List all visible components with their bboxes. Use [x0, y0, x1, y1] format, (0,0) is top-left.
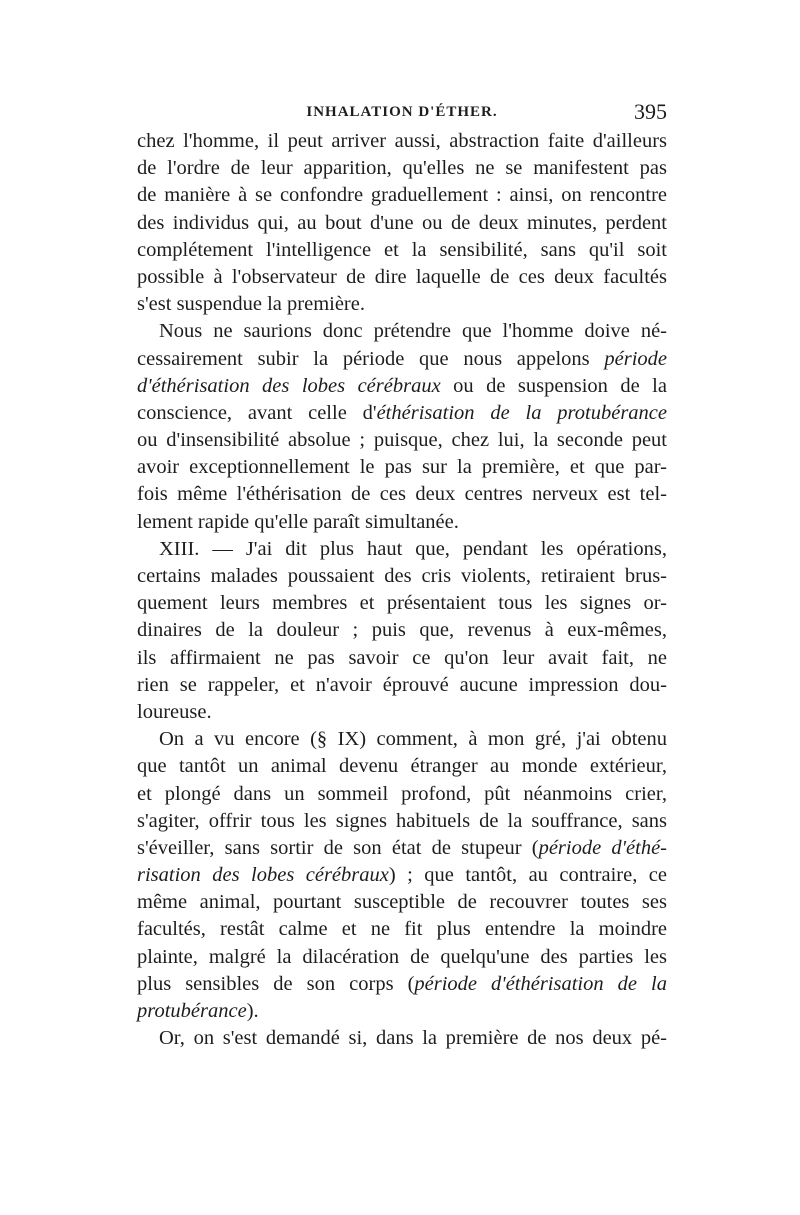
text-line: que tantôt un animal devenu étranger au monde extérieur,	[137, 755, 667, 778]
text-line: chez l'homme, il peut arriver aussi, abstraction faite d'ailleurs	[137, 130, 667, 152]
text-line: s'agiter, offrir tous les signes habituels de la souffrance, sans	[137, 809, 667, 832]
text-line: possible à l'observateur de dire laquelle de ces deux facultés	[137, 265, 667, 288]
text-line: des individus qui, au bout d'une ou de deux minutes, perdent	[137, 211, 667, 234]
text-line: ils affirmaient ne pas savoir ce qu'on leur avait fait, ne	[137, 646, 667, 669]
text-line: de l'ordre de leur apparition, qu'elles ne se manifestent pas	[137, 157, 667, 180]
text-line: protubérance).	[137, 1000, 259, 1022]
text-line: ou d'insensibilité absolue ; puisque, chez lui, la seconde peut	[137, 429, 667, 452]
text-line: XIII. — J'ai dit plus haut que, pendant les opérations,	[159, 537, 667, 560]
text-line: dinaires de la douleur ; puis que, revenus à eux-mêmes,	[137, 619, 667, 642]
text-line: plainte, malgré la dilacération de quelqu'une des parties les	[137, 945, 667, 968]
text-line: même animal, pourtant susceptible de recouvrer toutes ses	[137, 891, 667, 914]
text-line: rien se rappeler, et n'avoir éprouvé aucune impression dou-	[137, 673, 667, 696]
text-line: avoir exceptionnellement le pas sur la première, et que par-	[137, 456, 667, 479]
running-head	[137, 99, 667, 126]
text-line: s'est suspendue la première.	[137, 293, 365, 316]
running-title: INHALATION D'ÉTHER.	[306, 104, 498, 120]
text-line: cessairement subir la période que nous appelons période	[137, 347, 667, 370]
text-line: conscience, avant celle d'éthérisation de la protubérance	[137, 401, 667, 424]
text-line: Nous ne saurions donc prétendre que l'homme doive né-	[159, 320, 667, 343]
text-line: quement leurs membres et présentaient tous les signes or-	[137, 592, 667, 615]
text-line: certains malades poussaient des cris violents, retiraient brus-	[137, 565, 667, 587]
text-line: plus sensibles de son corps (période d'éthérisation de la	[137, 972, 667, 995]
text-line: On a vu encore (§ IX) comment, à mon gré, j'ai obtenu	[159, 728, 667, 751]
body-text	[137, 128, 667, 1052]
text-line: fois même l'éthérisation de ces deux centres nerveux est tel-	[137, 483, 667, 506]
text-line: loureuse.	[137, 700, 212, 723]
text-line: s'éveiller, sans sortir de son état de stupeur (période d'éthé-	[137, 836, 668, 859]
text-line: lement rapide qu'elle paraît simultanée.	[137, 510, 459, 533]
text-line: d'éthérisation des lobes cérébraux ou de suspension de la	[137, 374, 667, 397]
text-line: Or, on s'est demandé si, dans la première de nos deux pé-	[159, 1027, 667, 1050]
text-line: et plongé dans un sommeil profond, pût néanmoins crier,	[137, 782, 667, 805]
text-line: de manière à se confondre graduellement : ainsi, on rencontre	[137, 184, 667, 207]
text-line: facultés, restât calme et ne fit plus entendre la moindre	[137, 918, 667, 941]
page-number: 395	[634, 99, 667, 124]
text-line: risation des lobes cérébraux) ; que tantôt, au contraire, ce	[137, 864, 667, 887]
text-line: complétement l'intelligence et la sensibilité, sans qu'il soit	[137, 238, 667, 261]
